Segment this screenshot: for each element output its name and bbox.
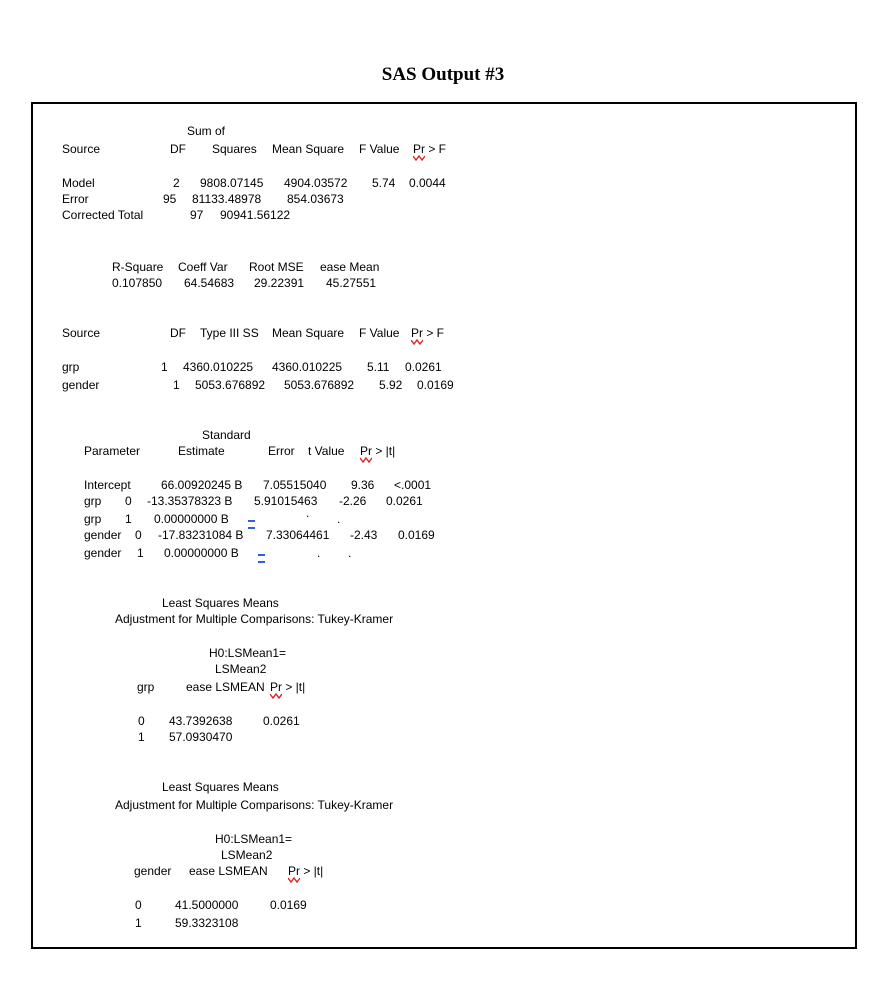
type3-header-source: Source (62, 326, 101, 340)
lsmeans-grp-row-level: 0 (138, 714, 145, 728)
model-ms: 4904.03572 (284, 176, 348, 190)
anova-header-sum-of: Sum of (187, 124, 226, 138)
anova-header-mean-square: Mean Square (272, 142, 345, 156)
fit-header-rmse: Root MSE (249, 260, 304, 274)
type3-header-df: DF (170, 326, 186, 340)
total-label: Corrected Total (62, 208, 144, 222)
lsmeans-gender-h0-line2: LSMean2 (221, 848, 273, 862)
type3-row-p: 0.0169 (417, 378, 454, 392)
param-grp0-se: 5.91015463 (254, 494, 318, 508)
param-grp1-label: grp (84, 512, 102, 526)
lsmeans-grp-row-p: 0.0261 (263, 714, 300, 728)
anova-header-squares: Squares (212, 142, 257, 156)
grammar-mark-icon (258, 554, 265, 563)
sas-output-box (31, 102, 857, 949)
fit-header-mean: ease Mean (320, 260, 380, 274)
model-f: 5.74 (372, 176, 396, 190)
params-header-parameter: Parameter (84, 444, 141, 458)
lsmeans-gender-row-level: 1 (135, 916, 142, 930)
fit-rsq: 0.107850 (112, 276, 163, 290)
type3-row-p: 0.0261 (405, 360, 442, 374)
grammar-mark-icon (248, 520, 255, 529)
params-header-error: Error (268, 444, 295, 458)
type3-row-ms: 5053.676892 (284, 378, 355, 392)
type3-row-label: gender (62, 378, 100, 392)
param-grp1-level: 1 (125, 512, 132, 526)
param-gender0-label: gender (84, 528, 122, 542)
error-ms: 854.03673 (287, 192, 344, 206)
param-gender1-estimate: 0.00000000 B (164, 546, 239, 560)
lsmeans-gender-title: Least Squares Means (162, 780, 279, 794)
spell-check-squiggle-icon (288, 877, 300, 883)
lsmeans-gender-row-p: 0.0169 (270, 898, 307, 912)
total-ss: 90941.56122 (220, 208, 291, 222)
type3-header-ss: Type III SS (200, 326, 259, 340)
lsmeans-grp-row-mean: 57.0930470 (169, 730, 233, 744)
model-ss: 9808.07145 (200, 176, 264, 190)
param-grp0-estimate: -13.35378323 B (147, 494, 233, 508)
type3-row-f: 5.92 (379, 378, 403, 392)
total-df: 97 (190, 208, 204, 222)
lsmeans-gender-row-mean: 41.5000000 (175, 898, 239, 912)
type3-row-df: 1 (161, 360, 168, 374)
anova-header-pr: Pr > F (413, 142, 447, 156)
lsmeans-grp-title: Least Squares Means (162, 596, 279, 610)
spell-check-squiggle-icon (360, 457, 372, 463)
model-df: 2 (173, 176, 180, 190)
param-gender1-t: . (348, 546, 352, 560)
param-gender0-t: -2.43 (350, 528, 378, 542)
param-grp1-se: . (306, 506, 310, 520)
type3-row-label: grp (62, 360, 80, 374)
fit-header-cv: Coeff Var (178, 260, 228, 274)
param-grp1-estimate: 0.00000000 B (154, 512, 229, 526)
anova-header-df: DF (170, 142, 186, 156)
params-header-t: t Value (308, 444, 345, 458)
model-label: Model (62, 176, 95, 190)
lsmeans-gender-header-var: gender (134, 864, 172, 878)
param-gender0-estimate: -17.83231084 B (158, 528, 244, 542)
type3-row-ss: 4360.010225 (183, 360, 254, 374)
param-gender0-se: 7.33064461 (266, 528, 330, 542)
model-p: 0.0044 (409, 176, 446, 190)
params-header-pr: Pr > |t| (360, 444, 396, 458)
anova-header-source: Source (62, 142, 101, 156)
lsmeans-grp-h0-line1: H0:LSMean1= (209, 646, 287, 660)
lsmeans-grp-h0-line2: LSMean2 (215, 662, 267, 676)
param-gender1-level: 1 (137, 546, 144, 560)
lsmeans-gender-row-level: 0 (135, 898, 142, 912)
lsmeans-grp-header-lsmean: ease LSMEAN (186, 680, 265, 694)
anova-header-f-value: F Value (359, 142, 400, 156)
lsmeans-grp-row-mean: 43.7392638 (169, 714, 233, 728)
error-df: 95 (163, 192, 177, 206)
lsmeans-gender-h0-line1: H0:LSMean1= (215, 832, 293, 846)
type3-row-ms: 4360.010225 (272, 360, 343, 374)
lsmeans-gender-adjustment: Adjustment for Multiple Comparisons: Tukey-Kramer (115, 798, 394, 812)
spell-check-squiggle-icon (413, 155, 425, 161)
param-grp1-t: . (337, 512, 341, 526)
fit-cv: 64.54683 (184, 276, 235, 290)
param-intercept-estimate: 66.00920245 B (161, 478, 243, 492)
lsmeans-grp-header-pr: Pr > |t| (270, 680, 306, 694)
param-grp0-level: 0 (125, 494, 132, 508)
params-header-estimate: Estimate (178, 444, 225, 458)
fit-mean: 45.27551 (326, 276, 377, 290)
param-grp0-t: -2.26 (339, 494, 367, 508)
type3-row-f: 5.11 (367, 360, 390, 374)
params-header-standard: Standard (202, 428, 251, 442)
fit-rmse: 29.22391 (254, 276, 305, 290)
param-intercept-se: 7.05515040 (263, 478, 327, 492)
page-title: SAS Output #3 (381, 64, 505, 85)
type3-row-df: 1 (173, 378, 180, 392)
param-grp0-p: 0.0261 (386, 494, 423, 508)
spell-check-squiggle-icon (411, 339, 423, 345)
param-gender1-label: gender (84, 546, 122, 560)
lsmeans-gender-header-lsmean: ease LSMEAN (189, 864, 268, 878)
type3-header-ms: Mean Square (272, 326, 345, 340)
spell-check-squiggle-icon (270, 693, 282, 699)
type3-row-ss: 5053.676892 (195, 378, 266, 392)
lsmeans-gender-row-mean: 59.3323108 (175, 916, 239, 930)
param-grp0-label: grp (84, 494, 102, 508)
type3-header-f: F Value (359, 326, 400, 340)
param-intercept-p: <.0001 (394, 478, 432, 492)
param-gender0-level: 0 (135, 528, 142, 542)
lsmeans-grp-adjustment: Adjustment for Multiple Comparisons: Tukey-Kramer (115, 612, 394, 626)
fit-header-rsq: R-Square (112, 260, 164, 274)
param-gender1-se: . (317, 546, 321, 560)
lsmeans-gender-header-pr: Pr > |t| (288, 864, 324, 878)
param-intercept-label: Intercept (84, 478, 131, 492)
param-intercept-t: 9.36 (351, 478, 375, 492)
lsmeans-grp-header-var: grp (137, 680, 155, 694)
error-ss: 81133.48978 (192, 192, 262, 206)
lsmeans-grp-row-level: 1 (138, 730, 145, 744)
error-label: Error (62, 192, 89, 206)
type3-header-pr: Pr > F (411, 326, 445, 340)
param-gender0-p: 0.0169 (398, 528, 435, 542)
